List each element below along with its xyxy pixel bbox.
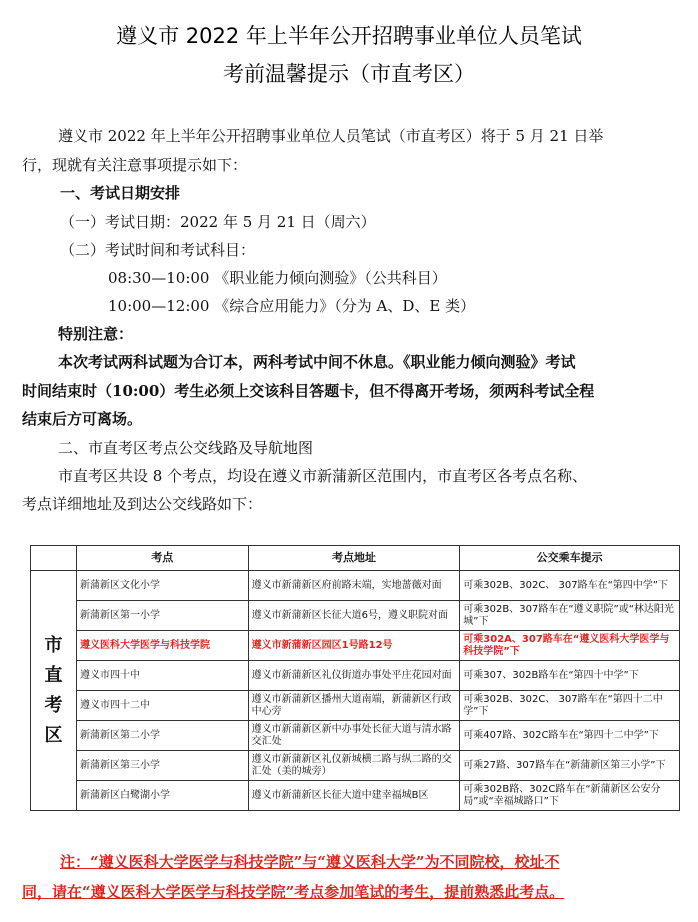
table-row [31,781,680,811]
site-address: 遵义市新蒲新区长征大道中建幸福城B区 [248,781,460,811]
site-name: 新蒲新区第二小学 [76,721,248,751]
site-address: 遵义市新蒲新区长征大道6号，遵义职院对面 [248,601,460,631]
site-address: 遵义市新蒲新区播州大道南端，新蒲新区行政中心旁 [248,691,460,721]
site-name: 遵义市四十中 [76,661,248,691]
intro-line-1: 遵义市 2022 年上半年公开招聘事业单位人员笔试（市直考区）将于 5 月 21 日举 [58,127,604,145]
notice-line-2: 时间结束时（10:00）考生必须上交该科目答题卡，但不得离开考场，须两科考试全程 [22,382,595,400]
region-char: 市 [44,634,63,656]
footnote-line-2: 同，请在“遵义医科大学医学与科技学院”考点参加笔试的考生，提前熟悉此考点。 [22,883,565,901]
site-name: 遵义医科大学医学与科技学院 [76,631,248,661]
table-row [31,721,680,751]
section2-heading: 二、市直考区考点公交线路及导航地图 [58,439,314,457]
section2-line-2: 考点详细地址及到达公交线路如下： [22,495,263,513]
site-address: 遵义市新蒲新区礼仪新城横二路与纵二路的交汇处（美的城旁） [248,751,460,781]
site-address: 遵义市新蒲新区园区1号路12号 [248,631,460,661]
site-address: 遵义市新蒲新区府前路末端，实地蔷薇对面 [248,571,460,601]
table-row [31,691,680,721]
site-bus: 可乘27路、307路车在“新蒲新区第三小学”下 [460,751,680,781]
section2-line-1: 市直考区共设 8 个考点，均设在遵义市新蒲新区范围内，市直考区各考点名称、 [58,467,588,485]
site-name: 新蒲新区文化小学 [76,571,248,601]
region-char: 区 [44,724,63,746]
table-row [31,571,680,601]
region-char: 考 [44,694,63,716]
session-2: 10:00—12:00 《综合应用能力》（分为 A、D、E 类） [108,297,476,315]
site-bus: 可乘302B、302C、 307路车在“第四十二中学”下 [460,691,680,721]
header-site: 考点 [76,546,248,571]
region-char: 直 [44,664,63,686]
site-bus: 可乘407路、302C路车在“第四十二中学”下 [460,721,680,751]
site-name: 新蒲新区白鹭湖小学 [76,781,248,811]
region-cell [31,571,77,811]
notice-line-3: 结束后方可离场。 [22,410,143,428]
header-bus: 公交乘车提示 [460,546,680,571]
page-title: 遵义市 2022 年上半年公开招聘事业单位人员笔试 [116,24,582,48]
table-header-row [31,546,680,571]
site-name: 新蒲新区第三小学 [76,751,248,781]
page-subtitle: 考前温馨提示（市直考区） [223,62,475,86]
session-1: 08:30—10:00 《职业能力倾向测验》（公共科目） [108,269,447,287]
site-name: 遵义市四十二中 [76,691,248,721]
site-bus: 可乘302A、307路车在“遵义医科大学医学与科技学院”下 [460,631,680,661]
site-bus: 可乘302B、307路车在“遵义职院”或“林达阳光城”下 [460,601,680,631]
exam-sites-table [30,545,680,811]
intro-line-2: 行，现就有关注意事项提示如下： [22,156,248,174]
site-bus: 可乘307、302B路车在“第四十中学”下 [460,661,680,691]
table-row-highlighted [31,631,680,661]
site-address: 遵义市新蒲新区礼仪街道办事处平庄花园对面 [248,661,460,691]
header-address: 考点地址 [248,546,460,571]
table-row [31,601,680,631]
footnote-line-1: 注：“遵义医科大学医学与科技学院”与“遵义医科大学”为不同院校，校址不 [60,853,560,871]
table-row [31,751,680,781]
notice-heading: 特别注意： [58,325,134,343]
exam-date: （一）考试日期：2022 年 5 月 21 日（周六） [60,213,376,231]
site-bus: 可乘302B、302C、 307路车在“第四中学”下 [460,571,680,601]
table-row [31,661,680,691]
site-address: 遵义市新蒲新区新中办事处长征大道与清水路交汇处 [248,721,460,751]
site-bus: 可乘302B路、302C路车在“新蒲新区公安分局”或“幸福城路口”下 [460,781,680,811]
notice-line-1: 本次考试两科试题为合订本，两科考试中间不休息。《职业能力倾向测验》考试 [58,353,576,371]
header-region [31,546,77,571]
exam-time-heading: （二）考试时间和考试科目： [60,241,256,259]
section1-heading: 一、考试日期安排 [60,184,181,202]
site-name: 新蒲新区第一小学 [76,601,248,631]
